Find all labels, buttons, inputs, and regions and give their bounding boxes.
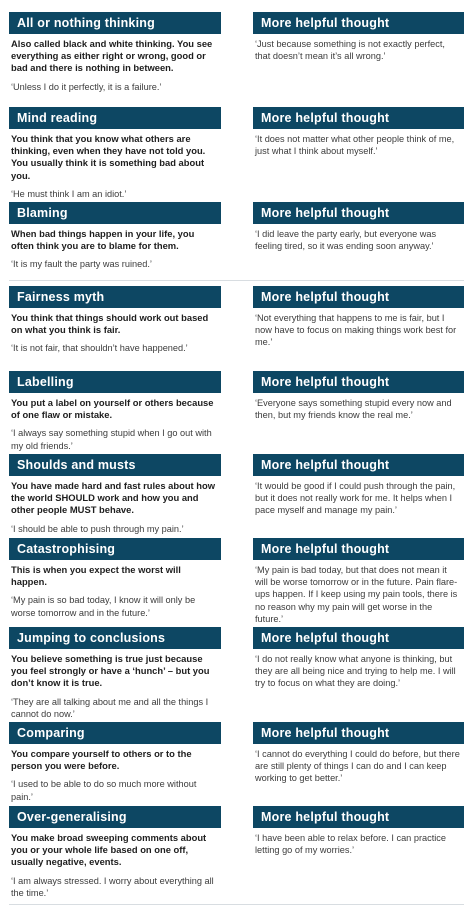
helpful-thought-card [253, 538, 464, 625]
helpful-thought-text: ‘It would be good if I could push through the pain, but it does not really work for me. It helps when I pace myself and manage my pain.’ [255, 481, 456, 516]
thinking-style-title: Labelling [9, 371, 221, 393]
helpful-thought-header: More helpful thought [253, 12, 464, 34]
thinking-style-description: You think that you know what others are thinking, even when they have not told you. You usually think it is something bad about you. [11, 133, 206, 181]
thinking-style-description: You think that things should work out based on what you think is fair. [11, 312, 209, 336]
helpful-thought-header: More helpful thought [253, 371, 464, 393]
helpful-thought-text: ‘I have been able to relax before. I can practice letting go of my worries.’ [255, 833, 447, 856]
divider [9, 280, 464, 281]
helpful-thought-card [253, 722, 464, 785]
thinking-style-card [9, 371, 221, 452]
helpful-thought-header: More helpful thought [253, 806, 464, 828]
helpful-thought-header: More helpful thought [253, 538, 464, 560]
helpful-thought-card [253, 107, 464, 157]
helpful-thought-text: ‘My pain is bad today, but that does not mean it will be worse tomorrow or in the future. Pain flare-ups happen. If I keep using my pain tools, there is no reason why my pain will get worse in the future.’ [255, 565, 458, 624]
helpful-thought-card [253, 371, 464, 421]
helpful-thought-text: ‘Everyone says something stupid every now and then, but my friends know the real me.’ [255, 398, 452, 421]
thinking-style-title: All or nothing thinking [9, 12, 221, 34]
thinking-style-description: You compare yourself to others or to the person you were before. [11, 748, 192, 772]
thinking-style-card [9, 12, 221, 93]
thinking-style-description: You believe something is true just because you feel strongly or have a ‘hunch’ – but you don’t know it is true. [11, 653, 210, 689]
helpful-thought-card [253, 286, 464, 349]
thinking-style-description: You have made hard and fast rules about how the world SHOULD work and how you and other people MUST behave. [11, 480, 216, 516]
thinking-style-description: This is when you expect the worst will happen. [11, 564, 181, 588]
thinking-style-description: You put a label on yourself or others because of one flaw or mistake. [11, 397, 214, 421]
thinking-style-title: Shoulds and musts [9, 454, 221, 476]
thinking-style-title: Blaming [9, 202, 221, 224]
thinking-style-example: ‘Unless I do it perfectly, it is a failure.’ [11, 81, 162, 92]
helpful-thought-text: ‘I did leave the party early, but everyone was feeling tired, so it was ending soon anyway.’ [255, 229, 437, 252]
helpful-thought-text: ‘Not everything that happens to me is fair, but I now have to focus on making things work best for me.’ [255, 313, 457, 348]
helpful-thought-text: ‘Just because something is not exactly perfect, that doesn’t mean it’s all wrong.’ [255, 39, 445, 62]
thinking-style-example: ‘I always say something stupid when I go out with my old friends.’ [11, 428, 212, 451]
thinking-style-title: Jumping to conclusions [9, 627, 221, 649]
helpful-thought-card [253, 12, 464, 62]
thinking-style-card [9, 286, 221, 355]
thinking-style-example: ‘He must think I am an idiot.’ [11, 188, 127, 199]
helpful-thought-card [253, 806, 464, 856]
thinking-style-title: Mind reading [9, 107, 221, 129]
thinking-style-title: Fairness myth [9, 286, 221, 308]
helpful-thought-text: ‘I do not really know what anyone is thinking, but they are all being nice and trying to help me. I will try to focus on what they are doing.’ [255, 654, 456, 689]
thinking-style-card [9, 202, 221, 271]
helpful-thought-header: More helpful thought [253, 627, 464, 649]
helpful-thought-header: More helpful thought [253, 286, 464, 308]
helpful-thought-card [253, 454, 464, 517]
thinking-style-card [9, 538, 221, 619]
helpful-thought-header: More helpful thought [253, 454, 464, 476]
helpful-thought-header: More helpful thought [253, 202, 464, 224]
helpful-thought-header: More helpful thought [253, 107, 464, 129]
helpful-thought-text: ‘I cannot do everything I could do before, but there are still plenty of things I can do and I can keep working to get better.’ [255, 749, 460, 784]
thinking-style-example: ‘It is my fault the party was ruined.’ [11, 259, 152, 270]
thinking-style-card [9, 722, 221, 803]
helpful-thought-card [253, 627, 464, 690]
thinking-style-description: You make broad sweeping comments about you or your whole life based on one off, usually negative, events. [11, 832, 207, 868]
thinking-style-title: Over-generalising [9, 806, 221, 828]
thinking-style-description: When bad things happen in your life, you often think you are to blame for them. [11, 228, 195, 252]
divider [9, 904, 464, 905]
helpful-thought-header: More helpful thought [253, 722, 464, 744]
thinking-style-example: ‘I am always stressed. I worry about everything all the time.’ [11, 875, 214, 898]
thinking-style-title: Comparing [9, 722, 221, 744]
thinking-style-example: ‘My pain is so bad today, I know it will only be worse tomorrow and in the future.’ [11, 595, 196, 618]
thinking-style-card [9, 107, 221, 200]
thinking-style-card [9, 627, 221, 720]
thinking-style-example: ‘They are all talking about me and all the things I cannot do now.’ [11, 696, 209, 719]
helpful-thought-text: ‘It does not matter what other people think of me, just what I think about myself.’ [255, 134, 455, 157]
thinking-style-card [9, 806, 221, 899]
thinking-style-example: ‘It is not fair, that shouldn’t have happened.’ [11, 343, 188, 354]
thinking-style-card [9, 454, 221, 535]
thinking-style-description: Also called black and white thinking. You see everything as either right or wrong, good or bad and there is nothing in between. [11, 38, 213, 74]
thinking-style-title: Catastrophising [9, 538, 221, 560]
thinking-style-example: ‘I used to be able to do so much more without pain.’ [11, 779, 197, 802]
thinking-style-example: ‘I should be able to push through my pain.’ [11, 523, 184, 534]
helpful-thought-card [253, 202, 464, 252]
